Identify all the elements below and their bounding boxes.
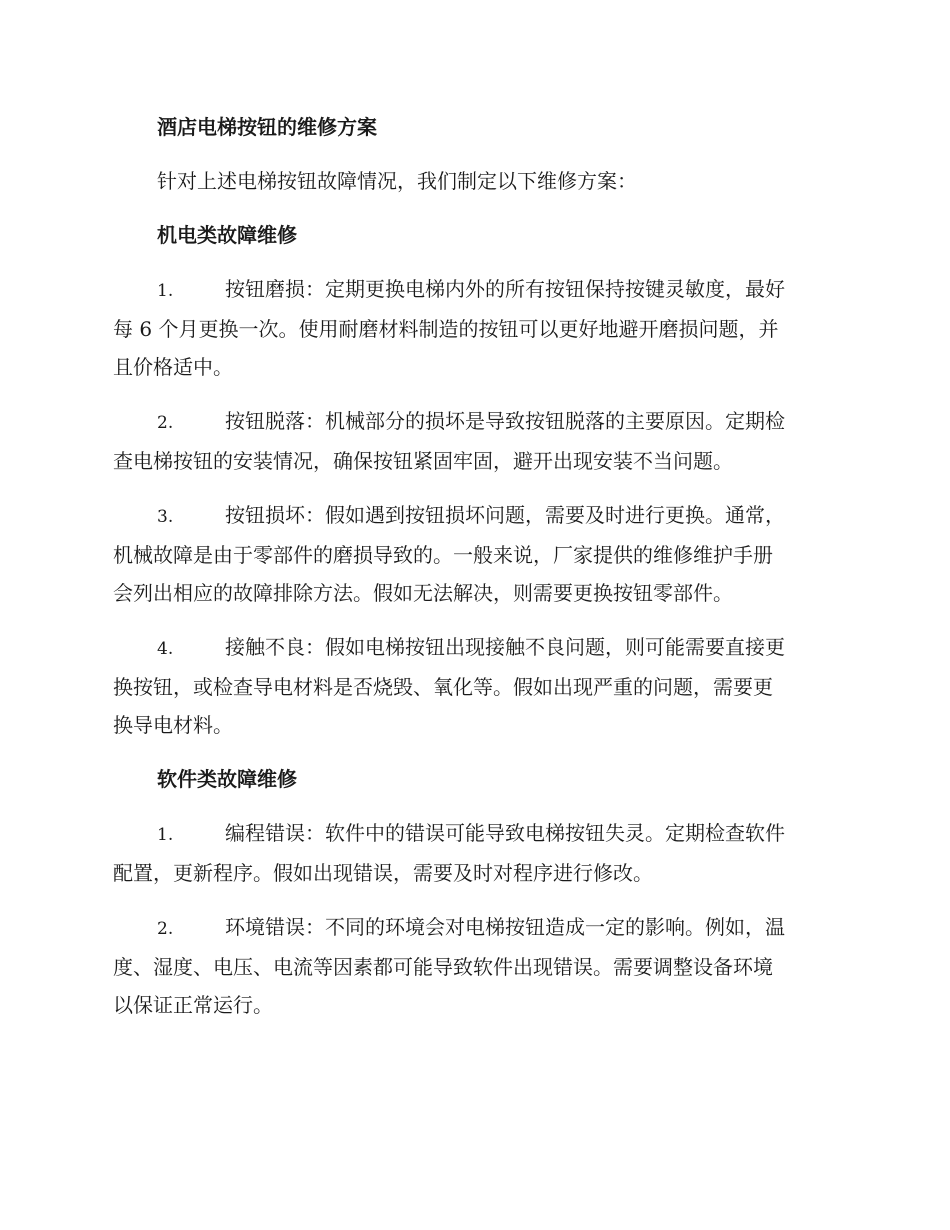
list-item-first-line <box>113 908 835 948</box>
document-title: 酒店电梯按钮的维修方案 <box>157 115 377 139</box>
list-item-text: 环境错误：不同的环境会对电梯按钮造成一定的影响。例如，温 <box>225 915 785 939</box>
list-item-text: 且价格适中。 <box>113 355 233 379</box>
list-item-number: 1. <box>157 281 174 301</box>
list-item-text: 会列出相应的故障排除方法。假如无法解决，则需要更换按钮零部件。 <box>113 581 733 605</box>
document-body <box>113 108 835 1040</box>
list-item-text: 编程错误：软件中的错误可能导致电梯按钮失灵。定期检查软件 <box>225 821 785 845</box>
list-item-first-line <box>113 814 835 854</box>
list-item-text: 以保证正常运行。 <box>113 993 273 1017</box>
list-item <box>113 402 835 480</box>
list-item-text: 按钮损坏：假如遇到按钮损坏问题，需要及时进行更换。通常， <box>225 503 785 527</box>
list-item-first-line <box>113 402 835 442</box>
list-item-first-line <box>113 496 835 536</box>
intro-paragraph: 针对上述电梯按钮故障情况，我们制定以下维修方案： <box>157 169 637 193</box>
list-item-first-line <box>113 270 835 310</box>
list-item-text: 按钮磨损：定期更换电梯内外的所有按钮保持按键灵敏度，最好 <box>225 277 785 301</box>
list-item-number: 2. <box>157 919 174 939</box>
list-item-number: 2. <box>157 413 174 433</box>
list-item-text: 每 6 个月更换一次。使用耐磨材料制造的按钮可以更好地避开磨损问题，并 <box>113 317 779 341</box>
list-item-text: 换导电材料。 <box>113 713 233 737</box>
list-item-text: 接触不良：假如电梯按钮出现接触不良问题，则可能需要直接更 <box>225 635 785 659</box>
list-item <box>113 270 835 386</box>
list-item-text: 按钮脱落：机械部分的损坏是导致按钮脱落的主要原因。定期检 <box>225 409 785 433</box>
section-heading-software: 软件类故障维修 <box>157 767 297 791</box>
list-item-text: 配置，更新程序。假如出现错误，需要及时对程序进行修改。 <box>113 861 653 885</box>
list-item-text: 换按钮，或检查导电材料是否烧毁、氧化等。假如出现严重的问题，需要更 <box>113 675 773 699</box>
list-item <box>113 814 835 892</box>
list-item <box>113 628 835 744</box>
list-item-text: 度、湿度、电压、电流等因素都可能导致软件出现错误。需要调整设备环境 <box>113 955 773 979</box>
list-item-number: 4. <box>157 639 174 659</box>
list-item <box>113 908 835 1024</box>
section-heading-mechanical: 机电类故障维修 <box>157 223 297 247</box>
list-item <box>113 496 835 612</box>
list-item-first-line <box>113 628 835 668</box>
list-item-number: 3. <box>157 507 174 527</box>
list-item-text: 机械故障是由于零部件的磨损导致的。一般来说，厂家提供的维修维护手册 <box>113 543 773 567</box>
list-item-text: 查电梯按钮的安装情况，确保按钮紧固牢固，避开出现安装不当问题。 <box>113 449 733 473</box>
list-item-number: 1. <box>157 825 174 845</box>
